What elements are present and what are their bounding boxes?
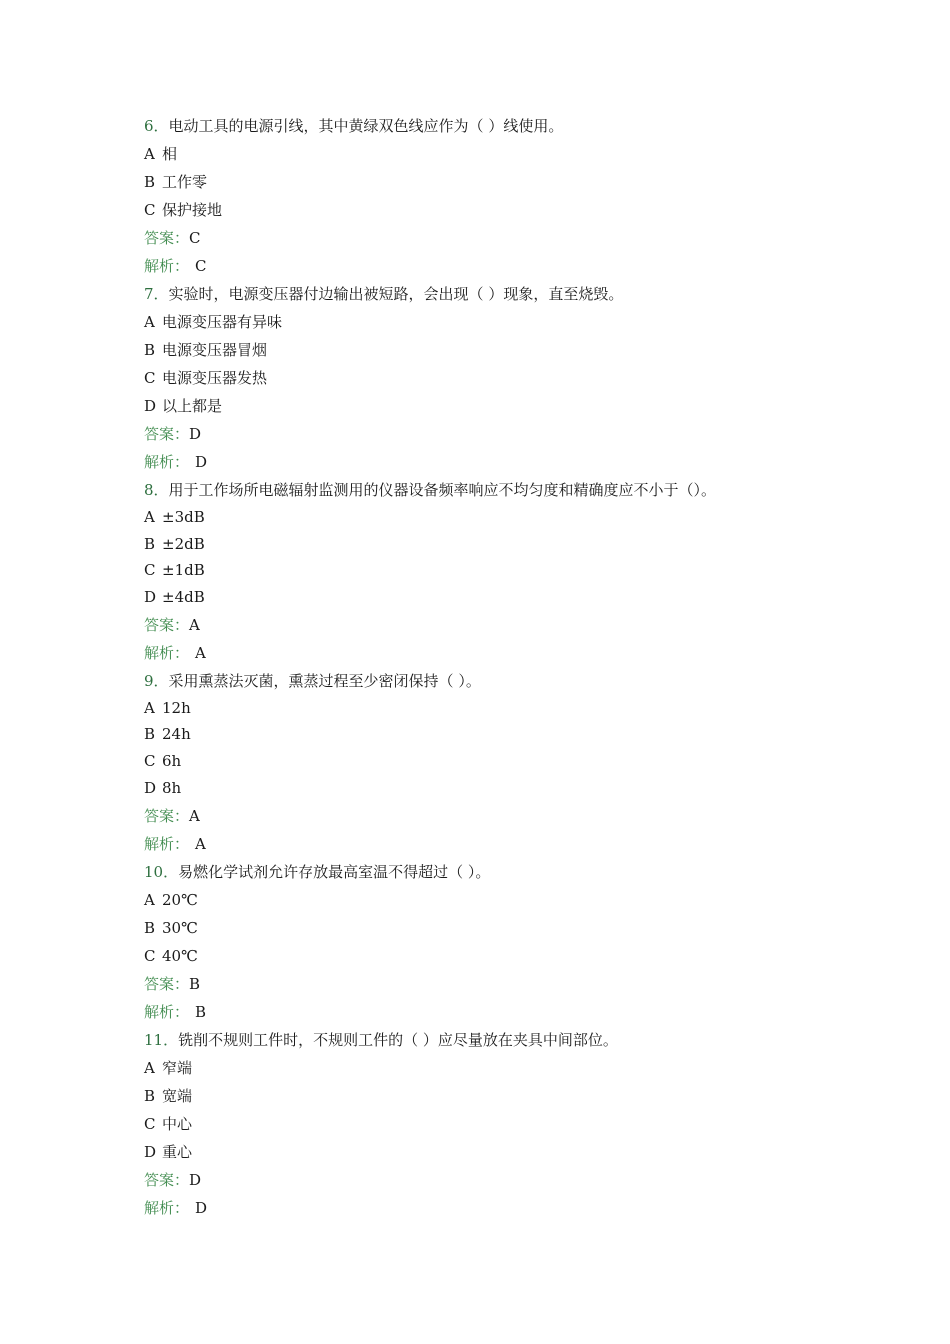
option-letter: A	[144, 698, 155, 717]
option-text: 12h	[162, 698, 191, 717]
question-block-10	[144, 858, 844, 1026]
question-title	[144, 476, 844, 504]
option-a	[144, 140, 844, 168]
option-c	[144, 557, 844, 584]
question-text: 电动工具的电源引线，其中黄绿双色线应作为（ ）线使用。	[168, 117, 564, 135]
option-text: ±4dB	[162, 588, 205, 607]
option-text: 重心	[162, 1142, 193, 1161]
analysis-line	[144, 639, 844, 667]
option-letter: B	[144, 534, 156, 553]
option-text: 6h	[162, 752, 182, 771]
option-a	[144, 695, 844, 722]
option-text: 相	[162, 145, 178, 163]
question-block-9	[144, 667, 844, 858]
question-title	[144, 112, 844, 140]
answer-line	[144, 611, 844, 639]
option-text: 40℃	[162, 946, 198, 965]
question-text: 易燃化学试剂允许存放最高室温不得超过（ ）。	[178, 862, 491, 881]
option-letter: A	[144, 1058, 155, 1077]
analysis-label: 解析：	[144, 643, 190, 662]
answer-label: 答案：	[144, 974, 190, 993]
question-block-8	[144, 476, 844, 667]
option-a	[144, 504, 844, 531]
answer-label: 答案：	[144, 806, 190, 825]
option-d	[144, 584, 844, 611]
analysis-label: 解析：	[144, 257, 190, 275]
option-text: 24h	[162, 725, 191, 744]
option-letter: B	[144, 341, 156, 359]
option-text: 工作零	[162, 173, 208, 191]
option-text: 以上都是	[162, 397, 223, 415]
option-a	[144, 886, 844, 914]
option-text: 中心	[162, 1114, 193, 1133]
question-title	[144, 280, 844, 308]
question-number: 10．	[144, 862, 179, 881]
answer-value: B	[189, 974, 201, 993]
answer-line	[144, 420, 844, 448]
analysis-label: 解析：	[144, 453, 190, 471]
question-block-6	[144, 112, 844, 280]
analysis-value: D	[195, 453, 208, 471]
question-number: 6．	[144, 117, 169, 135]
option-d	[144, 1138, 844, 1166]
option-text: ±3dB	[162, 508, 205, 526]
option-letter: B	[144, 918, 156, 937]
option-c	[144, 364, 844, 392]
option-letter: A	[144, 890, 155, 909]
option-letter: B	[144, 173, 156, 191]
option-a	[144, 308, 844, 336]
option-letter: C	[144, 946, 156, 965]
question-text: 采用熏蒸法灭菌，熏蒸过程至少密闭保持（ ）。	[168, 671, 481, 690]
question-document	[144, 112, 844, 1222]
analysis-line	[144, 830, 844, 858]
analysis-value: A	[195, 643, 206, 662]
question-number: 8．	[144, 481, 169, 499]
option-letter: C	[144, 561, 156, 580]
option-letter: D	[144, 588, 157, 607]
option-text: 30℃	[162, 918, 198, 937]
option-letter: A	[144, 313, 155, 331]
option-letter: D	[144, 1142, 157, 1161]
option-text: 8h	[162, 778, 182, 797]
answer-value: A	[189, 806, 200, 825]
option-letter: A	[144, 145, 155, 163]
analysis-label: 解析：	[144, 1198, 190, 1217]
option-c	[144, 942, 844, 970]
option-letter: C	[144, 369, 156, 387]
question-block-7	[144, 280, 844, 476]
option-text: 电源变压器冒烟	[162, 341, 268, 359]
analysis-value: C	[195, 257, 207, 275]
option-text: 电源变压器发热	[162, 369, 268, 387]
option-c	[144, 196, 844, 224]
option-b	[144, 531, 844, 558]
analysis-label: 解析：	[144, 1002, 190, 1021]
option-b	[144, 1082, 844, 1110]
analysis-value: A	[195, 834, 206, 853]
option-letter: C	[144, 752, 156, 771]
option-letter: C	[144, 1114, 156, 1133]
analysis-label: 解析：	[144, 834, 190, 853]
option-letter: A	[144, 508, 155, 526]
option-text: 保护接地	[162, 201, 223, 219]
answer-line	[144, 224, 844, 252]
option-b	[144, 336, 844, 364]
question-text: 用于工作场所电磁辐射监测用的仪器设备频率响应不均匀度和精确度应不小于（）。	[168, 481, 717, 499]
analysis-value: B	[195, 1002, 207, 1021]
answer-value: D	[189, 1170, 202, 1189]
question-title	[144, 1026, 844, 1054]
option-b	[144, 914, 844, 942]
question-title	[144, 667, 844, 695]
option-c	[144, 748, 844, 775]
option-letter: D	[144, 778, 157, 797]
analysis-line	[144, 448, 844, 476]
question-block-11	[144, 1026, 844, 1222]
option-d	[144, 775, 844, 802]
option-text: 宽端	[162, 1086, 193, 1105]
option-a	[144, 1054, 844, 1082]
answer-line	[144, 1166, 844, 1194]
answer-line	[144, 802, 844, 830]
option-letter: D	[144, 397, 157, 415]
option-text: 窄端	[162, 1058, 193, 1077]
option-letter: C	[144, 201, 156, 219]
answer-label: 答案：	[144, 615, 190, 634]
option-b	[144, 721, 844, 748]
question-title	[144, 858, 844, 886]
question-number: 7．	[144, 285, 169, 303]
analysis-line	[144, 1194, 844, 1222]
analysis-line	[144, 998, 844, 1026]
analysis-line	[144, 252, 844, 280]
answer-value: A	[189, 615, 200, 634]
question-text: 实验时，电源变压器付边输出被短路，会出现（ ）现象，直至烧毁。	[168, 285, 624, 303]
option-text: ±2dB	[162, 534, 205, 553]
analysis-value: D	[195, 1198, 208, 1217]
option-text: ±1dB	[162, 561, 205, 580]
option-letter: B	[144, 725, 156, 744]
option-c	[144, 1110, 844, 1138]
answer-line	[144, 970, 844, 998]
option-text: 电源变压器有异味	[162, 313, 283, 331]
question-number: 11．	[144, 1030, 179, 1049]
answer-value: C	[189, 229, 201, 247]
option-letter: B	[144, 1086, 156, 1105]
option-b	[144, 168, 844, 196]
answer-label: 答案：	[144, 229, 190, 247]
answer-value: D	[189, 425, 202, 443]
option-d	[144, 392, 844, 420]
option-text: 20℃	[162, 890, 198, 909]
answer-label: 答案：	[144, 1170, 190, 1189]
question-number: 9．	[144, 671, 169, 690]
question-text: 铣削不规则工件时，不规则工件的（ ）应尽量放在夹具中间部位。	[178, 1030, 618, 1049]
answer-label: 答案：	[144, 425, 190, 443]
